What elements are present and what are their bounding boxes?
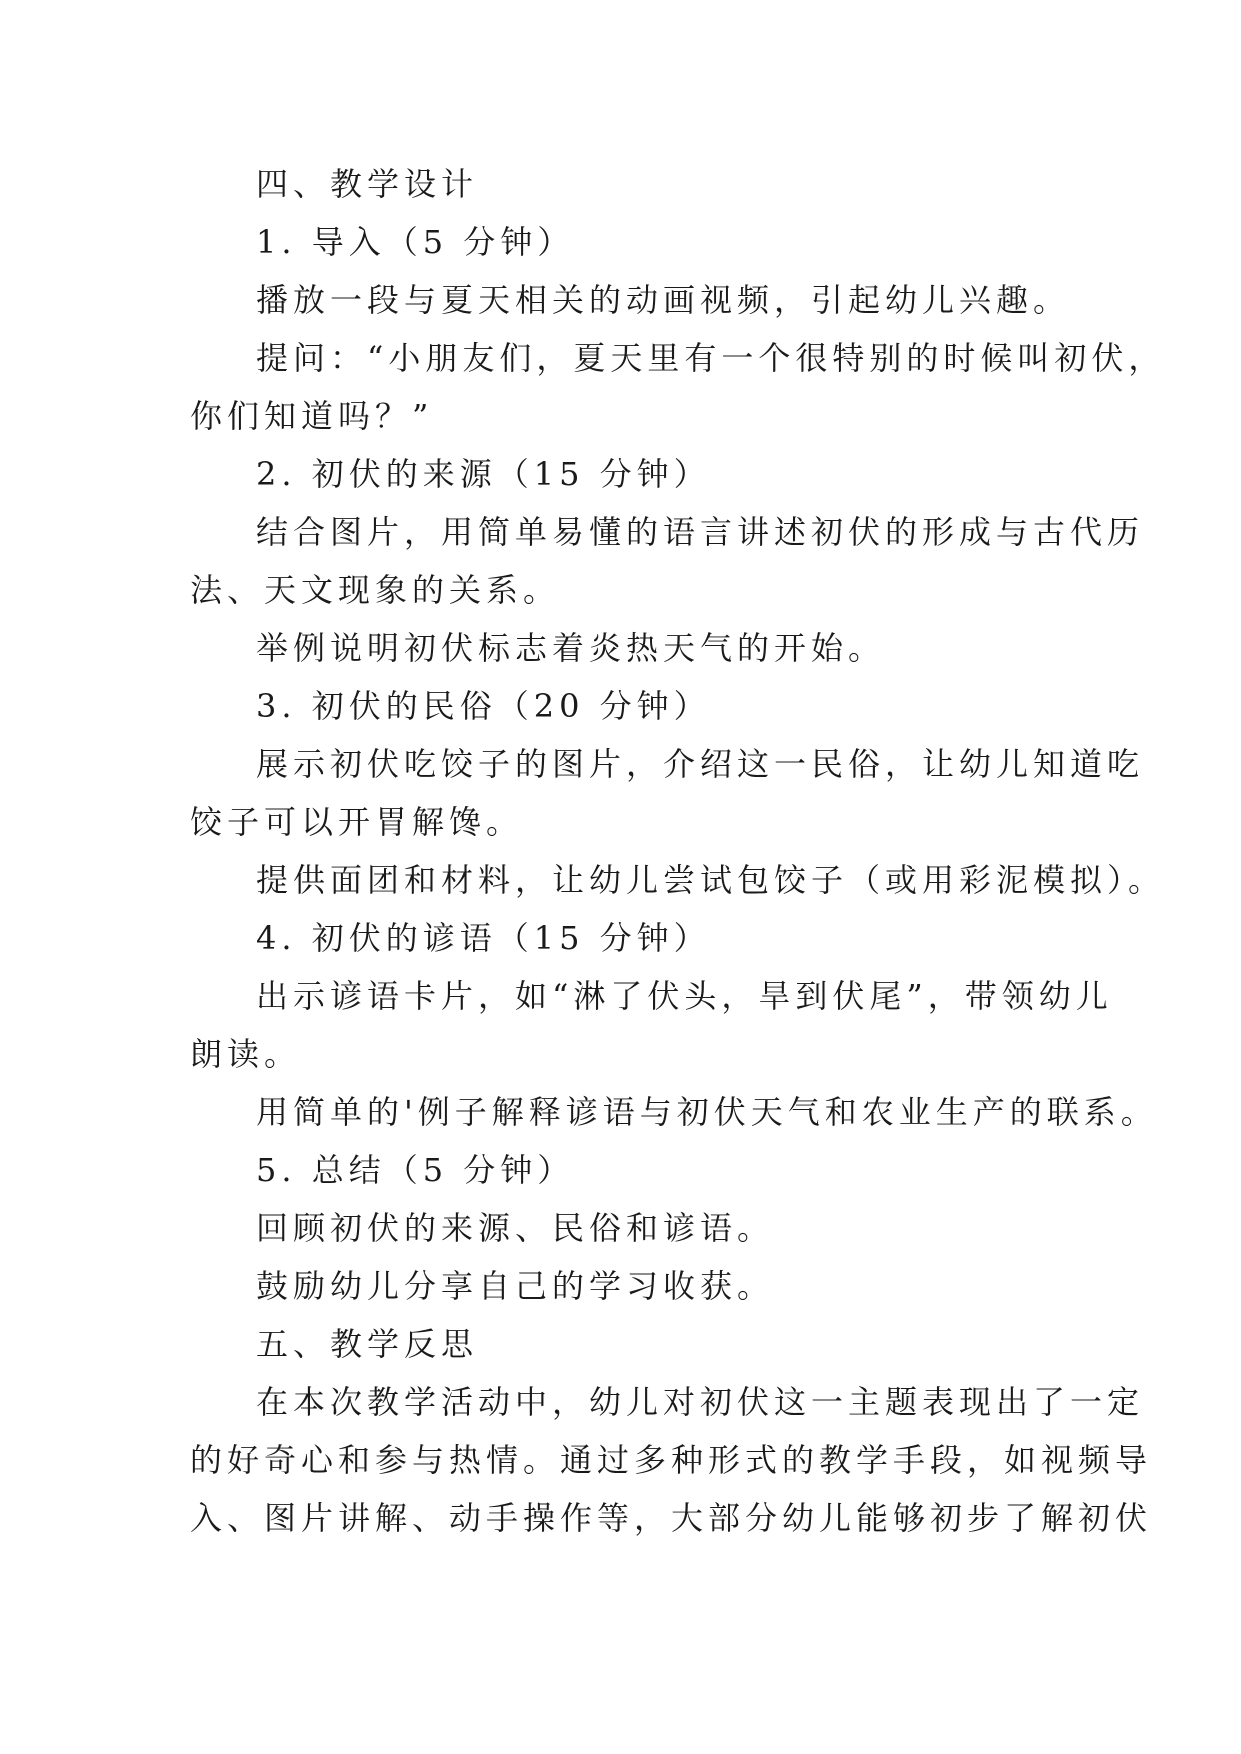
step-heading-summary: 5. 总结（5 分钟） <box>256 1151 575 1189</box>
paragraph-line: 回顾初伏的来源、民俗和谚语。 <box>256 1209 775 1247</box>
step-heading-customs: 3. 初伏的民俗（20 分钟） <box>256 687 711 725</box>
paragraph-line: 饺子可以开胃解馋。 <box>190 803 524 841</box>
paragraph-line: 法、天文现象的关系。 <box>190 571 561 609</box>
paragraph-line: 入、图片讲解、动手操作等，大部分幼儿能够初步了解初伏 <box>190 1499 1153 1537</box>
step-heading-origin: 2. 初伏的来源（15 分钟） <box>256 455 711 493</box>
section-heading-teaching-design: 四、教学设计 <box>256 165 479 203</box>
paragraph-line: 用简单的'例子解释谚语与初伏天气和农业生产的联系。 <box>256 1093 1158 1131</box>
paragraph-line: 出示谚语卡片，如“淋了伏头，旱到伏尾”，带领幼儿 <box>256 977 1113 1015</box>
paragraph-line: 在本次教学活动中，幼儿对初伏这一主题表现出了一定 <box>256 1383 1145 1421</box>
step-heading-intro: 1. 导入（5 分钟） <box>256 223 575 261</box>
paragraph-line: 提供面团和材料，让幼儿尝试包饺子（或用彩泥模拟）。 <box>256 861 1166 899</box>
step-heading-proverbs: 4. 初伏的谚语（15 分钟） <box>256 919 711 957</box>
paragraph-line: 播放一段与夏天相关的动画视频，引起幼儿兴趣。 <box>256 281 1071 319</box>
document-body <box>190 155 1166 1547</box>
paragraph-line: 的好奇心和参与热情。通过多种形式的教学手段，如视频导 <box>190 1441 1153 1479</box>
paragraph-line: 鼓励幼儿分享自己的学习收获。 <box>256 1267 775 1305</box>
paragraph-line: 结合图片，用简单易懂的语言讲述初伏的形成与古代历 <box>256 513 1145 551</box>
paragraph-line: 举例说明初伏标志着炎热天气的开始。 <box>256 629 886 667</box>
paragraph-line: 朗读。 <box>190 1035 302 1073</box>
paragraph-line: 提问：“小朋友们，夏天里有一个很特别的时候叫初伏， <box>256 339 1166 377</box>
paragraph-line: 你们知道吗？” <box>190 397 434 435</box>
paragraph-line: 展示初伏吃饺子的图片，介绍这一民俗，让幼儿知道吃 <box>256 745 1145 783</box>
section-heading-reflection: 五、教学反思 <box>256 1325 479 1363</box>
